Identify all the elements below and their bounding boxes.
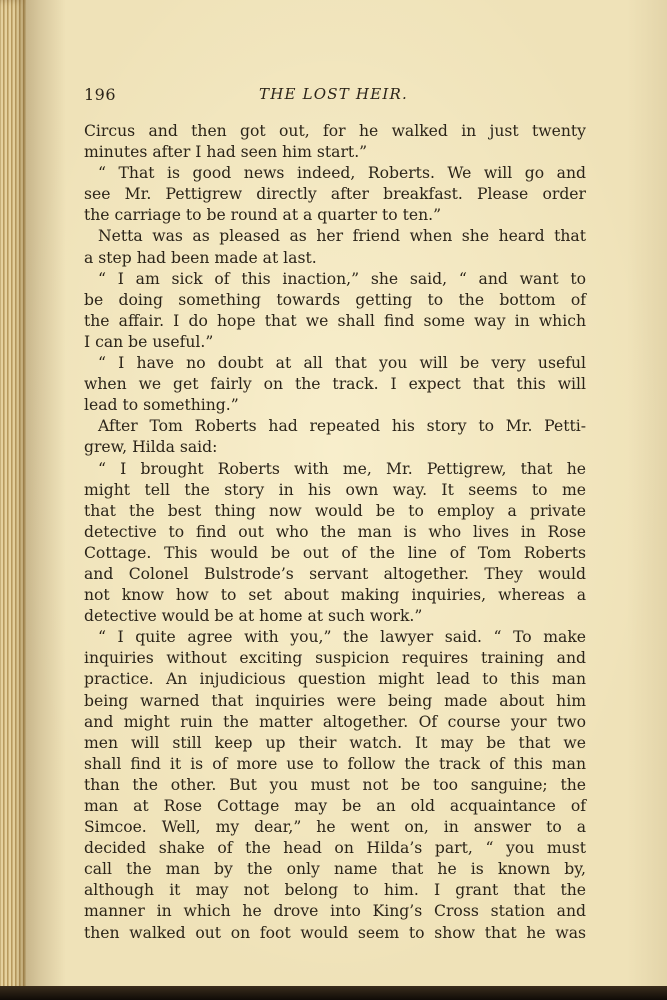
- text-line: minutes after I had seen him start.”: [84, 143, 368, 162]
- page-number: 196: [84, 85, 117, 104]
- text-line: a step had been made at last.: [84, 248, 317, 267]
- text-line: lead to something.”: [84, 396, 239, 415]
- text-line: After Tom Roberts had repeated his story to Mr. Petti-: [98, 417, 586, 436]
- text-line: when we get fairly on the track. I expect that this will: [84, 375, 586, 394]
- text-line: although it may not belong to him. I grant that the: [84, 881, 586, 900]
- book-binding-edge: [0, 0, 26, 1000]
- text-line: I can be useful.”: [84, 332, 214, 351]
- text-line: and might ruin the matter altogether. Of course your two: [84, 712, 586, 731]
- gutter-shadow: [26, 0, 66, 1000]
- text-line: manner in which he drove into King’s Cross station and: [84, 902, 586, 921]
- text-line: detective to find out who the man is who lives in Rose: [84, 522, 586, 541]
- text-line: man at Rose Cottage may be an old acquaintance of: [84, 797, 586, 815]
- page-bottom-edge: [0, 986, 667, 1000]
- text-line: Cottage. This would be out of the line of Tom Roberts: [84, 543, 586, 562]
- text-line: might tell the story in his own way. It seems to me: [84, 480, 586, 499]
- text-line: being warned that inquiries were being made about him: [84, 691, 586, 710]
- text-line: see Mr. Pettigrew directly after breakfast. Please order: [84, 185, 586, 204]
- text-line: inquiries without exciting suspicion requires training and: [84, 649, 586, 668]
- text-line: practice. An injudicious question might lead to this man: [84, 670, 586, 689]
- text-line: Circus and then got out, for he walked in just twenty: [84, 122, 586, 140]
- text-line: “ I brought Roberts with me, Mr. Pettigrew, that he: [98, 459, 586, 478]
- text-line: “ I have no doubt at all that you will be very useful: [98, 354, 586, 373]
- text-line: shall find it is of more use to follow the track of this man: [84, 754, 586, 773]
- text-line: not know how to set about making inquiries, whereas a: [84, 586, 586, 605]
- body-text: [84, 121, 586, 944]
- text-line: detective would be at home at such work.”: [84, 607, 423, 626]
- page-header: [84, 85, 584, 107]
- text-line: then walked out on foot would seem to show that he was: [84, 923, 586, 942]
- text-line: decided shake of the head on Hilda’s part, “ you must: [84, 839, 586, 858]
- text-line: “ I am sick of this inaction,” she said, “ and want to: [98, 269, 586, 288]
- running-title: THE LOST HEIR.: [259, 85, 408, 103]
- text-line: that the best thing now would be to employ a private: [84, 501, 586, 520]
- text-line: the affair. I do hope that we shall find some way in which: [84, 311, 586, 330]
- text-line: “ I quite agree with you,” the lawyer said. “ To make: [98, 628, 586, 647]
- text-line: grew, Hilda said:: [84, 438, 218, 457]
- text-line: and Colonel Bulstrode’s servant altogether. They would: [84, 564, 586, 583]
- text-line: the carriage to be round at a quarter to ten.”: [84, 206, 442, 225]
- text-line: call the man by the only name that he is known by,: [84, 860, 586, 879]
- text-line: men will still keep up their watch. It may be that we: [84, 733, 586, 752]
- text-line: Simcoe. Well, my dear,” he went on, in answer to a: [84, 818, 586, 837]
- text-line: than the other. But you must not be too sanguine; the: [84, 775, 586, 794]
- text-line: “ That is good news indeed, Roberts. We will go and: [98, 164, 586, 183]
- text-line: be doing something towards getting to the bottom of: [84, 290, 586, 309]
- text-line: Netta was as pleased as her friend when she heard that: [98, 227, 586, 246]
